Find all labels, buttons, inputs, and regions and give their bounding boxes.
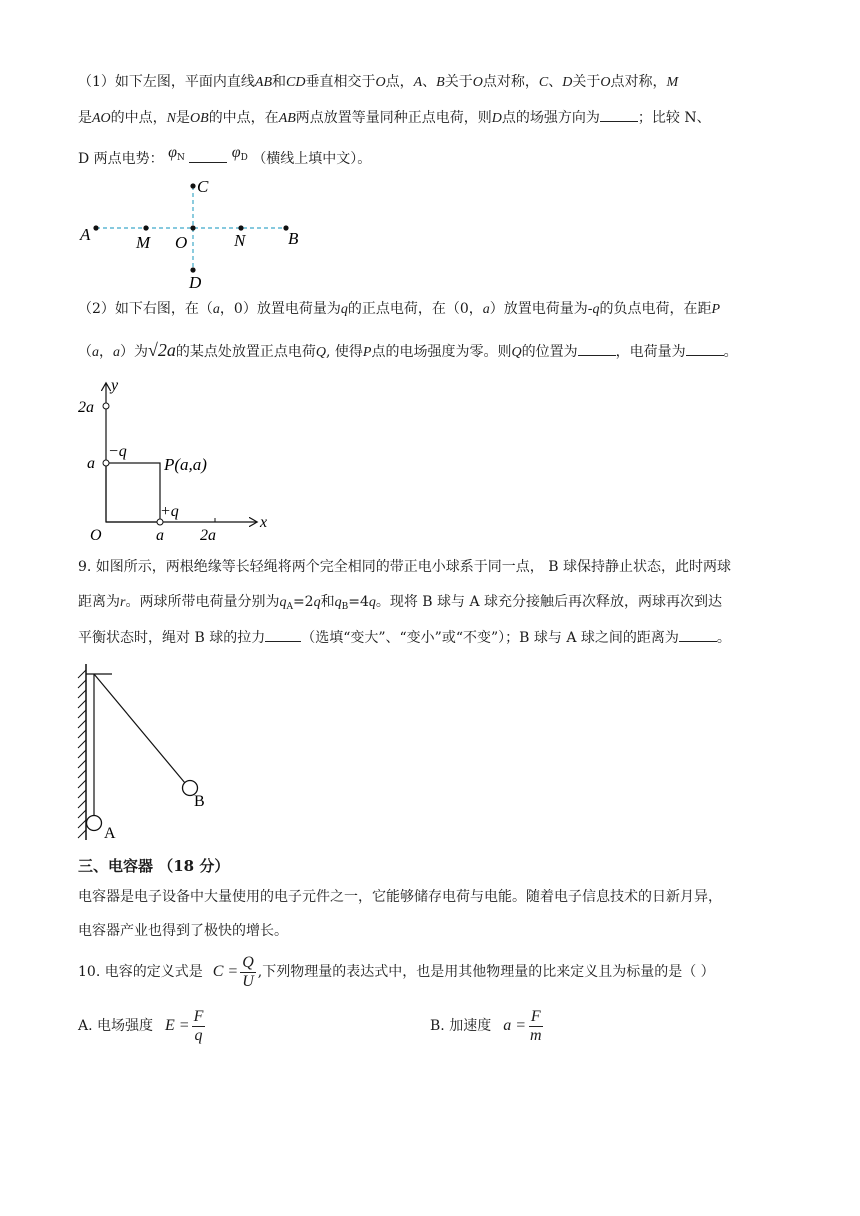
formula-C-lhs: C =	[212, 963, 239, 980]
text: ；比较 N、	[637, 110, 711, 126]
text: 和	[320, 594, 335, 610]
text: 的某点处放置正点电荷	[175, 344, 316, 360]
ball-A	[87, 816, 102, 831]
label-B: B	[288, 229, 299, 248]
text: 平衡状态时，绳对 B 球的拉力	[78, 630, 266, 646]
text: 。两球所带电荷量分别为	[125, 594, 280, 610]
formula-a-lhs: a =	[503, 1017, 526, 1034]
var-A: A	[413, 75, 423, 90]
text: 。	[723, 344, 738, 360]
label-2a-x: 2a	[200, 527, 216, 544]
q9-line-2	[78, 592, 722, 617]
text: ，电荷量为	[615, 344, 686, 360]
var-a: a	[482, 302, 490, 317]
text: 电容器产业也得到了极快的增长。	[78, 923, 288, 939]
var-AB: AB	[278, 111, 296, 126]
formula-E-fraction	[192, 1008, 206, 1045]
var-a: a	[113, 345, 120, 360]
answer-blank[interactable]	[265, 627, 301, 642]
var-O: O	[472, 75, 483, 90]
var-OB: OB	[190, 111, 209, 126]
diagram-line-charges	[76, 174, 316, 294]
wall-hatching	[78, 670, 86, 838]
var-q: q	[313, 595, 321, 610]
numerator-F: F	[530, 1007, 541, 1025]
text: ）放置电荷量为-	[489, 301, 593, 317]
subscript-B: B	[341, 602, 349, 612]
point-O	[190, 225, 195, 230]
formula-a-fraction	[528, 1008, 544, 1045]
phi-symbol: φ	[231, 144, 241, 161]
charge-minus-q	[103, 460, 109, 466]
text: 。	[716, 630, 731, 646]
label-minus-q: −q	[108, 443, 127, 460]
text: 距离为	[78, 594, 120, 610]
text: 和	[272, 74, 287, 90]
var-AO: AO	[92, 111, 111, 126]
var-O: O	[600, 75, 611, 90]
var-P: P	[711, 302, 721, 317]
var-N: N	[166, 111, 177, 126]
text: 垂直相交于	[305, 74, 376, 90]
point-N	[238, 225, 243, 230]
var-M: M	[666, 75, 679, 90]
text: 的位置为	[521, 344, 578, 360]
formula-C-fraction	[240, 954, 256, 991]
text: =4	[348, 594, 369, 610]
var-r: r	[120, 595, 126, 610]
var-Q: Q	[315, 345, 327, 360]
label-y: y	[111, 377, 119, 394]
diagram-hanging-balls	[72, 660, 232, 846]
var-Q: Q	[511, 345, 522, 360]
var-qB: q	[334, 595, 342, 610]
q9-line-3	[78, 627, 731, 648]
option-b-label: B. 加速度	[430, 1018, 492, 1034]
var-D: D	[491, 111, 502, 126]
denominator-U: U	[242, 972, 254, 990]
option-a-label: A. 电场强度	[78, 1018, 154, 1034]
q8-2-line-2	[78, 340, 738, 363]
q8-1-line-2	[78, 107, 711, 129]
text: 点的电场强度为零。则	[371, 344, 512, 360]
numerator-Q: Q	[242, 953, 254, 971]
text: 三、电容器 （18 分）	[78, 857, 230, 875]
text: 、	[422, 74, 437, 90]
var-qA: q	[279, 595, 287, 610]
text: 的中点，在	[208, 110, 279, 126]
label-N: N	[234, 231, 246, 250]
q9-line-1	[78, 557, 731, 577]
diagram-coordinate-system	[76, 374, 286, 544]
var-AB: AB	[254, 75, 273, 90]
numerator-F: F	[193, 1007, 204, 1025]
section-paragraph-line-1	[78, 887, 722, 907]
answer-blank[interactable]	[578, 341, 616, 356]
denominator-q: q	[194, 1026, 203, 1044]
subscript-A: A	[286, 602, 293, 612]
text: ，	[99, 344, 113, 360]
text: , 使得	[326, 344, 363, 360]
label-D: D	[189, 273, 202, 292]
text: 点的场强方向为	[501, 110, 600, 126]
answer-blank[interactable]	[686, 341, 724, 356]
var-CD: CD	[286, 75, 306, 90]
var-B: B	[436, 75, 445, 90]
text: ,下列物理量的表达式中，也是用其他物理量的比来定义且为标量的是（ ）	[257, 964, 715, 980]
answer-blank[interactable]	[600, 107, 638, 122]
var-q: q	[592, 302, 600, 317]
label-M: M	[136, 233, 151, 252]
point-M	[143, 225, 148, 230]
point-A	[93, 225, 98, 230]
formula-E-lhs: E =	[165, 1017, 190, 1034]
q10-option-b[interactable]	[430, 1004, 546, 1048]
answer-blank[interactable]	[679, 627, 717, 642]
text: 的正点电荷，在（0，	[347, 301, 483, 317]
sqrt-2a: √2a	[148, 340, 176, 360]
var-a: a	[212, 302, 220, 317]
label-P: P(a,a)	[164, 455, 207, 474]
text: （	[78, 344, 92, 360]
q10-stem	[78, 950, 715, 994]
string-B	[94, 674, 185, 783]
var-D: D	[562, 75, 573, 90]
label-plus-q: +q	[160, 503, 179, 520]
var-q: q	[340, 302, 348, 317]
phi-symbol: φ	[168, 144, 177, 161]
q10-option-a[interactable]	[78, 1004, 207, 1048]
var-a: a	[92, 345, 99, 360]
text: 是	[176, 110, 191, 126]
q8-2-line-1	[78, 299, 720, 320]
label-2a-y: 2a	[78, 399, 94, 416]
q8-1-line-3	[78, 144, 372, 174]
text: =2	[292, 594, 314, 610]
label-B: B	[194, 793, 205, 810]
label-A: A	[104, 825, 116, 842]
label-O: O	[175, 233, 188, 252]
text: 的中点，	[110, 110, 167, 126]
text: 关于	[444, 74, 473, 90]
text: 、	[548, 74, 563, 90]
text: 是	[78, 110, 92, 126]
q8-1-line-1	[78, 72, 678, 93]
point-D	[190, 267, 195, 272]
mark-2a-y	[103, 403, 109, 409]
text: 关于	[572, 74, 601, 90]
var-q: q	[368, 595, 376, 610]
subscript-N: N	[177, 153, 185, 163]
section-paragraph-line-2	[78, 921, 288, 941]
var-O: O	[375, 75, 386, 90]
label-origin: O	[90, 527, 102, 544]
text: 点，	[385, 74, 414, 90]
var-P: P	[362, 345, 372, 360]
text: 点对称，	[482, 74, 539, 90]
text: （2）如下右图，在（	[78, 301, 213, 317]
text: 两点放置等量同种正点电荷，则	[295, 110, 492, 126]
label-A: A	[80, 225, 91, 244]
var-C: C	[538, 75, 549, 90]
text: （1）如下左图，平面内直线	[78, 74, 255, 90]
text: 9. 如图所示，两根绝缘等长轻绳将两个完全相同的带正电小球系于同一点， B 球保持静止状态，此时两球	[78, 559, 731, 575]
text: 10. 电容的定义式是	[78, 964, 203, 980]
point-C	[190, 183, 195, 188]
label-a-x: a	[156, 527, 164, 544]
subscript-D: D	[240, 153, 248, 163]
text: 的负点电荷，在距	[599, 301, 712, 317]
answer-blank[interactable]	[189, 148, 227, 163]
text: 。现将 B 球与 A 球充分接触后再次释放，两球再次到达	[375, 594, 723, 610]
text: （横线上填中文）。	[252, 151, 372, 167]
denominator-m: m	[530, 1026, 542, 1044]
text: D 两点电势：	[78, 151, 164, 167]
label-C: C	[197, 177, 209, 196]
text: 电容器是电子设备中大量使用的电子元件之一，它能够储存电荷与电能。随着电子信息技术的日新月异，	[78, 889, 722, 905]
text: 点对称，	[610, 74, 667, 90]
label-x: x	[260, 514, 268, 531]
text: （选填“变大”、“变小”或“不变”）；B 球与 A 球之间的距离为	[301, 630, 679, 646]
label-a-y: a	[87, 455, 95, 472]
text: ，0）放置电荷量为	[219, 301, 341, 317]
section-title	[78, 856, 229, 876]
text: ）为	[120, 344, 148, 360]
